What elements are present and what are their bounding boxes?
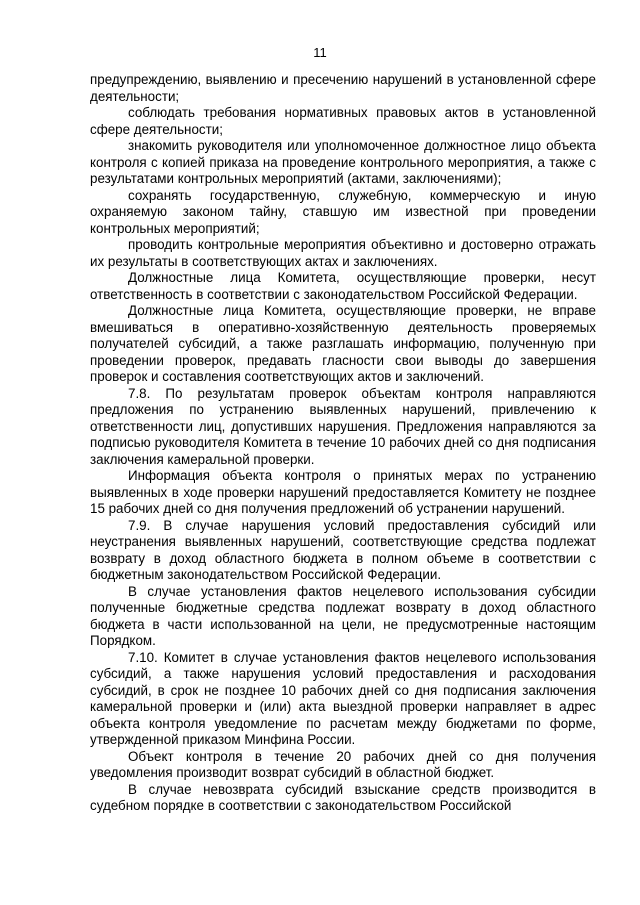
paragraph-comply-regulations: соблюдать требования нормативных правовых актов в установленной сфере деятельности;: [90, 105, 596, 137]
paragraph-officials-responsibility: Должностные лица Комитета, осуществляющие проверки, несут ответственность в соответствии с законодательством Российской Федерации.: [90, 270, 596, 302]
paragraph-keep-secrets: сохранять государственную, служебную, коммерческую и иную охраняемую законом тайну, ставшую им известной при проведении контрольных мероприятий;: [90, 187, 596, 236]
page-number: 11: [313, 45, 327, 60]
paragraph-misuse-return: В случае установления фактов нецелевого использования субсидии полученные бюджетные средства подлежат возврату в доход областного бюджета в части использованной на цели, не предусмотренные настоящим Порядком.: [90, 583, 596, 648]
paragraph-clause-7-8: 7.8. По результатам проверок объектам контроля направляются предложения по устранению выявленных нарушений, привлечению к ответственности лиц, допустивших нарушения. Предложения направляются за подписью руководителя Комитета в течение 10 рабочих дней со дня подписания заключения камеральной проверки.: [90, 385, 596, 467]
document-body: [90, 72, 596, 815]
paragraph-return-subsidies: Объект контроля в течение 20 рабочих дней со дня получения уведомления производит возврат субсидий в областной бюджет.: [90, 748, 596, 780]
paragraph-court-recovery: В случае невозврата субсидий взыскание средств производится в судебном порядке в соответствии с законодательством Российской: [90, 781, 596, 813]
paragraph-inform-manager: знакомить руководителя или уполномоченное должностное лицо объекта контроля с копией приказа на проведение контрольного мероприятия, а также с результатами контрольных мероприятий (актами, заключениями);: [90, 138, 596, 186]
paragraph-measures-information: Информация объекта контроля о принятых мерах по устранению выявленных в ходе проверки нарушений предоставляется Комитету не позднее 15 рабочих дней со дня получения предложений об устранении нарушений.: [90, 468, 596, 516]
paragraph-clause-7-10: 7.10. Комитет в случае установления фактов нецелевого использования субсидий, а также нарушения условий предоставления и расходования субсидий, в срок не позднее 10 рабочих дней со дня подписания заключения камеральной проверки и (или) акта выездной проверки направляет в адрес объекта контроля уведомление по расчетам между бюджетами по форме, утвержденной приказом Минфина России.: [90, 649, 596, 747]
paragraph-continuation: предупреждению, выявлению и пресечению нарушений в установленной сфере деятельности;: [90, 72, 596, 104]
paragraph-clause-7-9: 7.9. В случае нарушения условий предоставления субсидий или неустранения выявленных нарушений, соответствующие средства подлежат возврату в доход областного бюджета в полном объеме в соответствии с бюджетным законодательством Российской Федерации.: [90, 517, 596, 582]
paragraph-conduct-objectively: проводить контрольные мероприятия объективно и достоверно отражать их результаты в соответствующих актах и заключениях.: [90, 237, 596, 269]
paragraph-officials-restrictions: Должностные лица Комитета, осуществляющие проверки, не вправе вмешиваться в оперативно-хозяйственную деятельность проверяемых получателей субсидий, а также разглашать информацию, полученную при проведении проверок, предавать гласности свои выводы до завершения проверок и составления соответствующих актов и заключений.: [90, 303, 596, 384]
